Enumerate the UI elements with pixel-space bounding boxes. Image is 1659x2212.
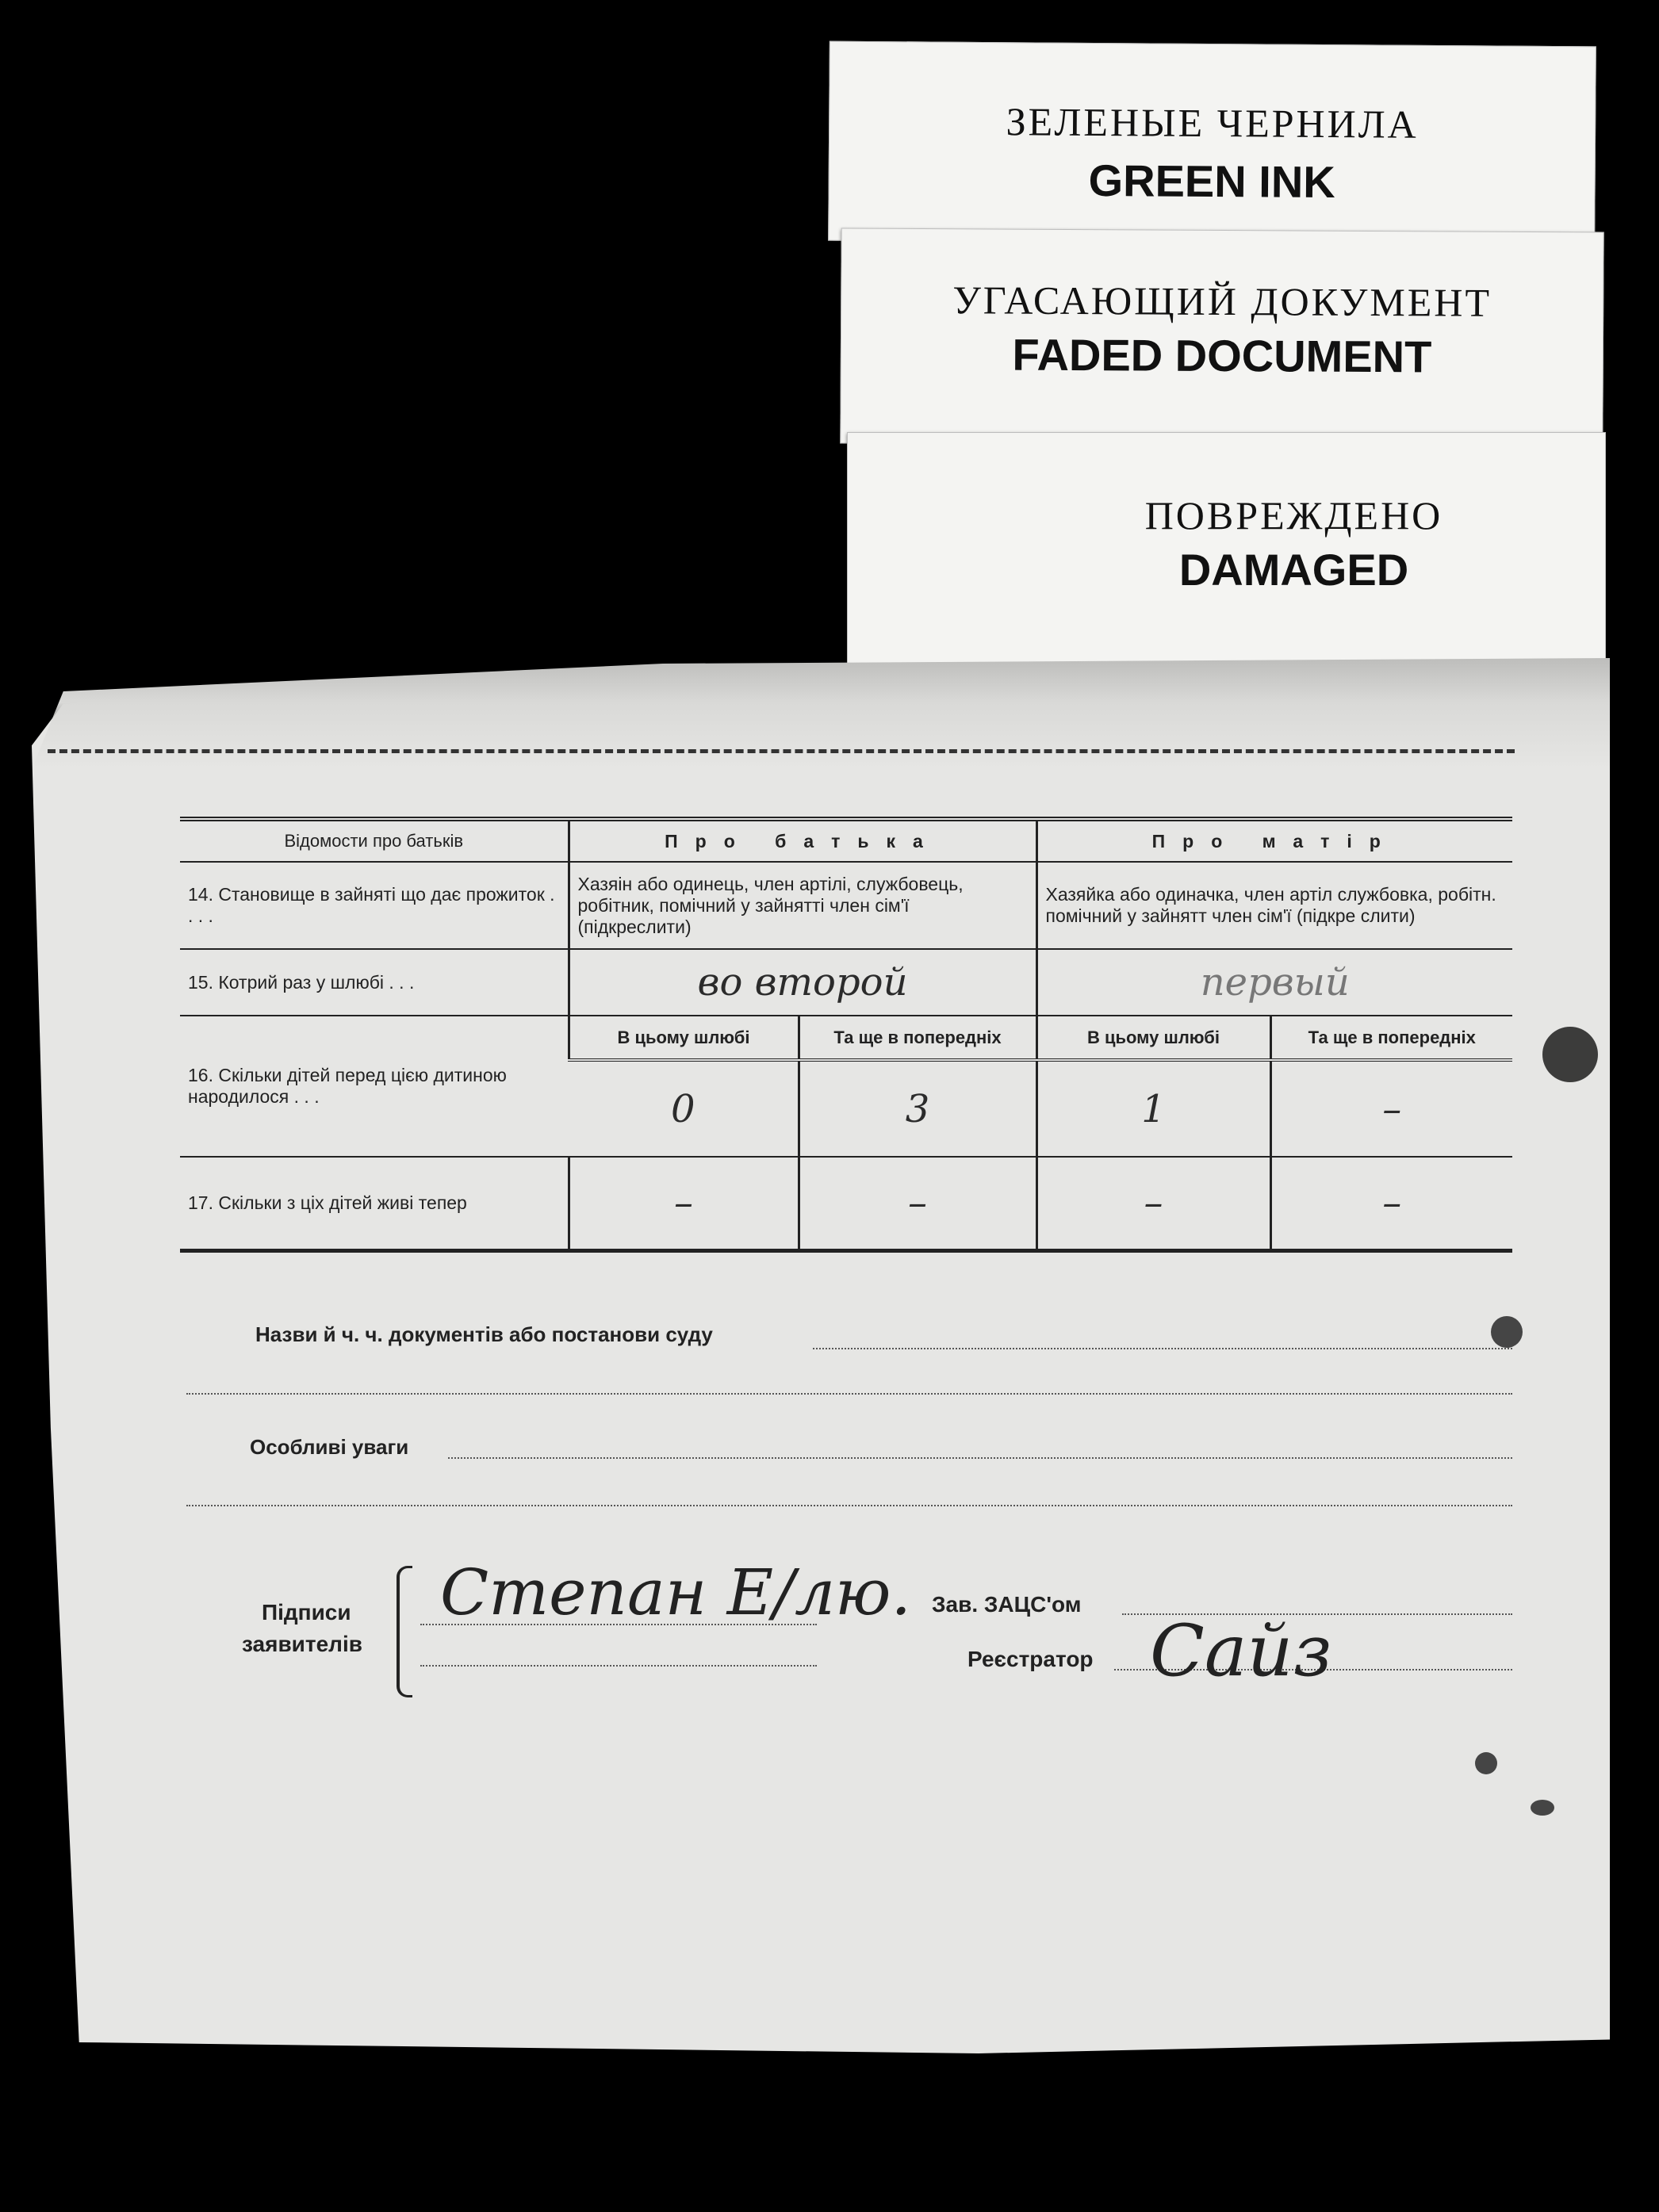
subheader-father-previous: Та ще в попередніх: [799, 1016, 1036, 1060]
row15-mother-value: первый: [1036, 949, 1512, 1016]
green-ink-label-ru: ЗЕЛЕНЫЕ ЧЕРНИЛА: [1006, 99, 1419, 147]
signatures-label: Підписи: [262, 1600, 351, 1625]
applicants-label: заявителів: [242, 1632, 362, 1656]
signature-rule-2: [420, 1665, 817, 1667]
row17-value-father-this: –: [569, 1157, 799, 1250]
green-ink-label-en: GREEN INK: [1088, 155, 1335, 208]
documents-label: Назви й ч. ч. документів або постанови суду: [255, 1322, 713, 1346]
documents-rule: [813, 1348, 1512, 1349]
row14-father: Хазяін або одинець, член артілі, службовець, робітник, помічний у зайнятті член сім'ї (підкреслити): [569, 862, 1036, 949]
damage-hole: [1475, 1752, 1497, 1774]
row15-label: 15. Котрий раз у шлюбі . . .: [180, 949, 569, 1016]
faded-document-label: [840, 228, 1603, 447]
tear-line: [48, 749, 1515, 753]
row16-value-father-this: 0: [670, 1086, 695, 1131]
row16-label: 16. Скільки дітей перед цією дитиною народилося . . .: [180, 1016, 569, 1157]
row17-label: 17. Скільки з ціх дітей живі тепер: [180, 1157, 569, 1250]
subheader-father-this: В цьому шлюбі: [569, 1016, 799, 1060]
notes-rule-2: [186, 1505, 1512, 1506]
damage-hole: [1491, 1316, 1523, 1348]
head-of-office-label: Зав. ЗАЦС'ом: [932, 1592, 1082, 1617]
row14-label: 14. Становище в зайняті що дає прожиток . . . .: [180, 862, 569, 949]
damaged-label-ru: ПОВРЕЖДЕНО: [1144, 493, 1443, 538]
faded-document-label-ru: УГАСАЮЩИЙ ДОКУМЕНТ: [952, 277, 1492, 325]
applicant-signature: Степан Е/лю.: [440, 1556, 911, 1629]
subheader-mother-previous: Та ще в попередніх: [1270, 1016, 1512, 1060]
damage-hole: [1542, 1027, 1598, 1082]
parents-info-table: [180, 817, 1512, 1253]
notes-rule: [448, 1457, 1512, 1459]
registrar-label: Реєстратор: [967, 1647, 1094, 1671]
row15-father-value: во второй: [569, 949, 1036, 1016]
row16-value-mother-this: 1: [1036, 1060, 1270, 1157]
row17-value-mother-this: –: [1036, 1157, 1270, 1250]
row16-value-father-previous: 3: [799, 1060, 1036, 1157]
signature-rule-1: [420, 1624, 817, 1625]
row17-value-mother-previous: –: [1270, 1157, 1512, 1250]
damaged-label-en: DAMAGED: [1178, 545, 1409, 595]
documents-rule-2: [186, 1393, 1512, 1395]
notes-label: Особливі уваги: [250, 1435, 409, 1459]
green-ink-label: [828, 41, 1596, 247]
header-father: Про батька: [569, 819, 1036, 862]
row16-value-mother-previous: –: [1270, 1060, 1512, 1157]
header-mother: Про матір: [1036, 819, 1512, 862]
row14-mother: Хазяйка або одиначка, член артіл службовка, робітн. помічний у зайнятт член сім'ї (підкре слити): [1036, 862, 1512, 949]
subheader-mother-this: В цьому шлюбі: [1036, 1016, 1270, 1060]
header-parents-info: Відомости про батьків: [284, 831, 464, 851]
row17-value-father-previous: –: [799, 1157, 1036, 1250]
signature-brace: [397, 1566, 412, 1697]
faded-document-label-en: FADED DOCUMENT: [1012, 329, 1432, 382]
registrar-signature: Сайз: [1150, 1609, 1332, 1693]
damage-hole: [1531, 1800, 1554, 1816]
damaged-label: [847, 432, 1606, 672]
